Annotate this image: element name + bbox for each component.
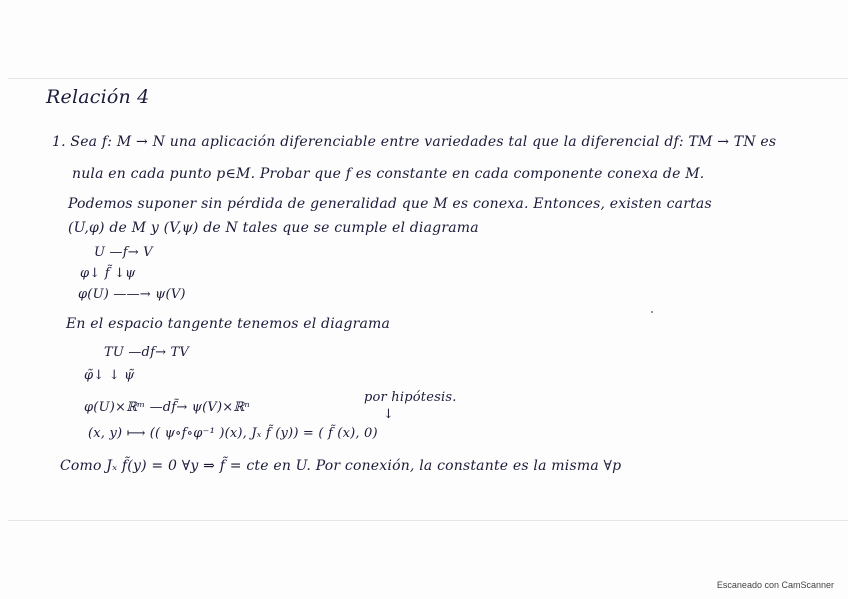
scan-edge-bottom [8,520,848,521]
diagram2-bottom-row: φ(U)×ℝᵐ —df̃→ ψ(V)×ℝⁿ [84,400,250,415]
problem-line-2: nula en cada punto p∈M. Probar que f es constante en cada componente conexa de M. [72,166,705,182]
scan-speck [651,311,653,313]
diagram2-map-row: (x, y) ⟼ (( ψ∘f∘φ⁻¹ )(x), Jₓ f̃ (y)) = ( f̃ (x), 0) [88,426,378,441]
conclusion-line: Como Jₓ f̃(y) = 0 ∀y ⇒ f̃ = cte en U. Por conexión, la constante es la misma ∀p [60,458,622,474]
hypothesis-note: por hipótesis. [364,390,457,405]
tangent-intro-line: En el espacio tangente tenemos el diagrama [66,316,391,332]
proof-line-1: Podemos suponer sin pérdida de generalidad que M es conexa. Entonces, existen cartas [68,196,712,212]
hypothesis-arrow: ↓ [383,407,395,422]
proof-line-2: (U,φ) de M y (V,ψ) de N tales que se cumple el diagrama [68,220,479,236]
diagram2-middle-row: φ̃↓ ↓ ψ̃ [84,368,135,383]
scan-edge-top [8,78,848,79]
diagram1-top-row: U —f→ V [94,245,153,260]
diagram1-bottom-row: φ(U) ——→ ψ(V) [78,287,186,302]
diagram2-top-row: TU —df→ TV [104,345,189,360]
problem-line-1: 1. Sea f: M → N una aplicación diferenciable entre variedades tal que la diferencial df: TM → TN es [52,134,777,150]
page-title: Relación 4 [46,86,150,108]
diagram1-middle-row: φ↓ f̃ ↓ψ [80,266,136,281]
scanner-watermark: Escaneado con CamScanner [716,580,834,590]
